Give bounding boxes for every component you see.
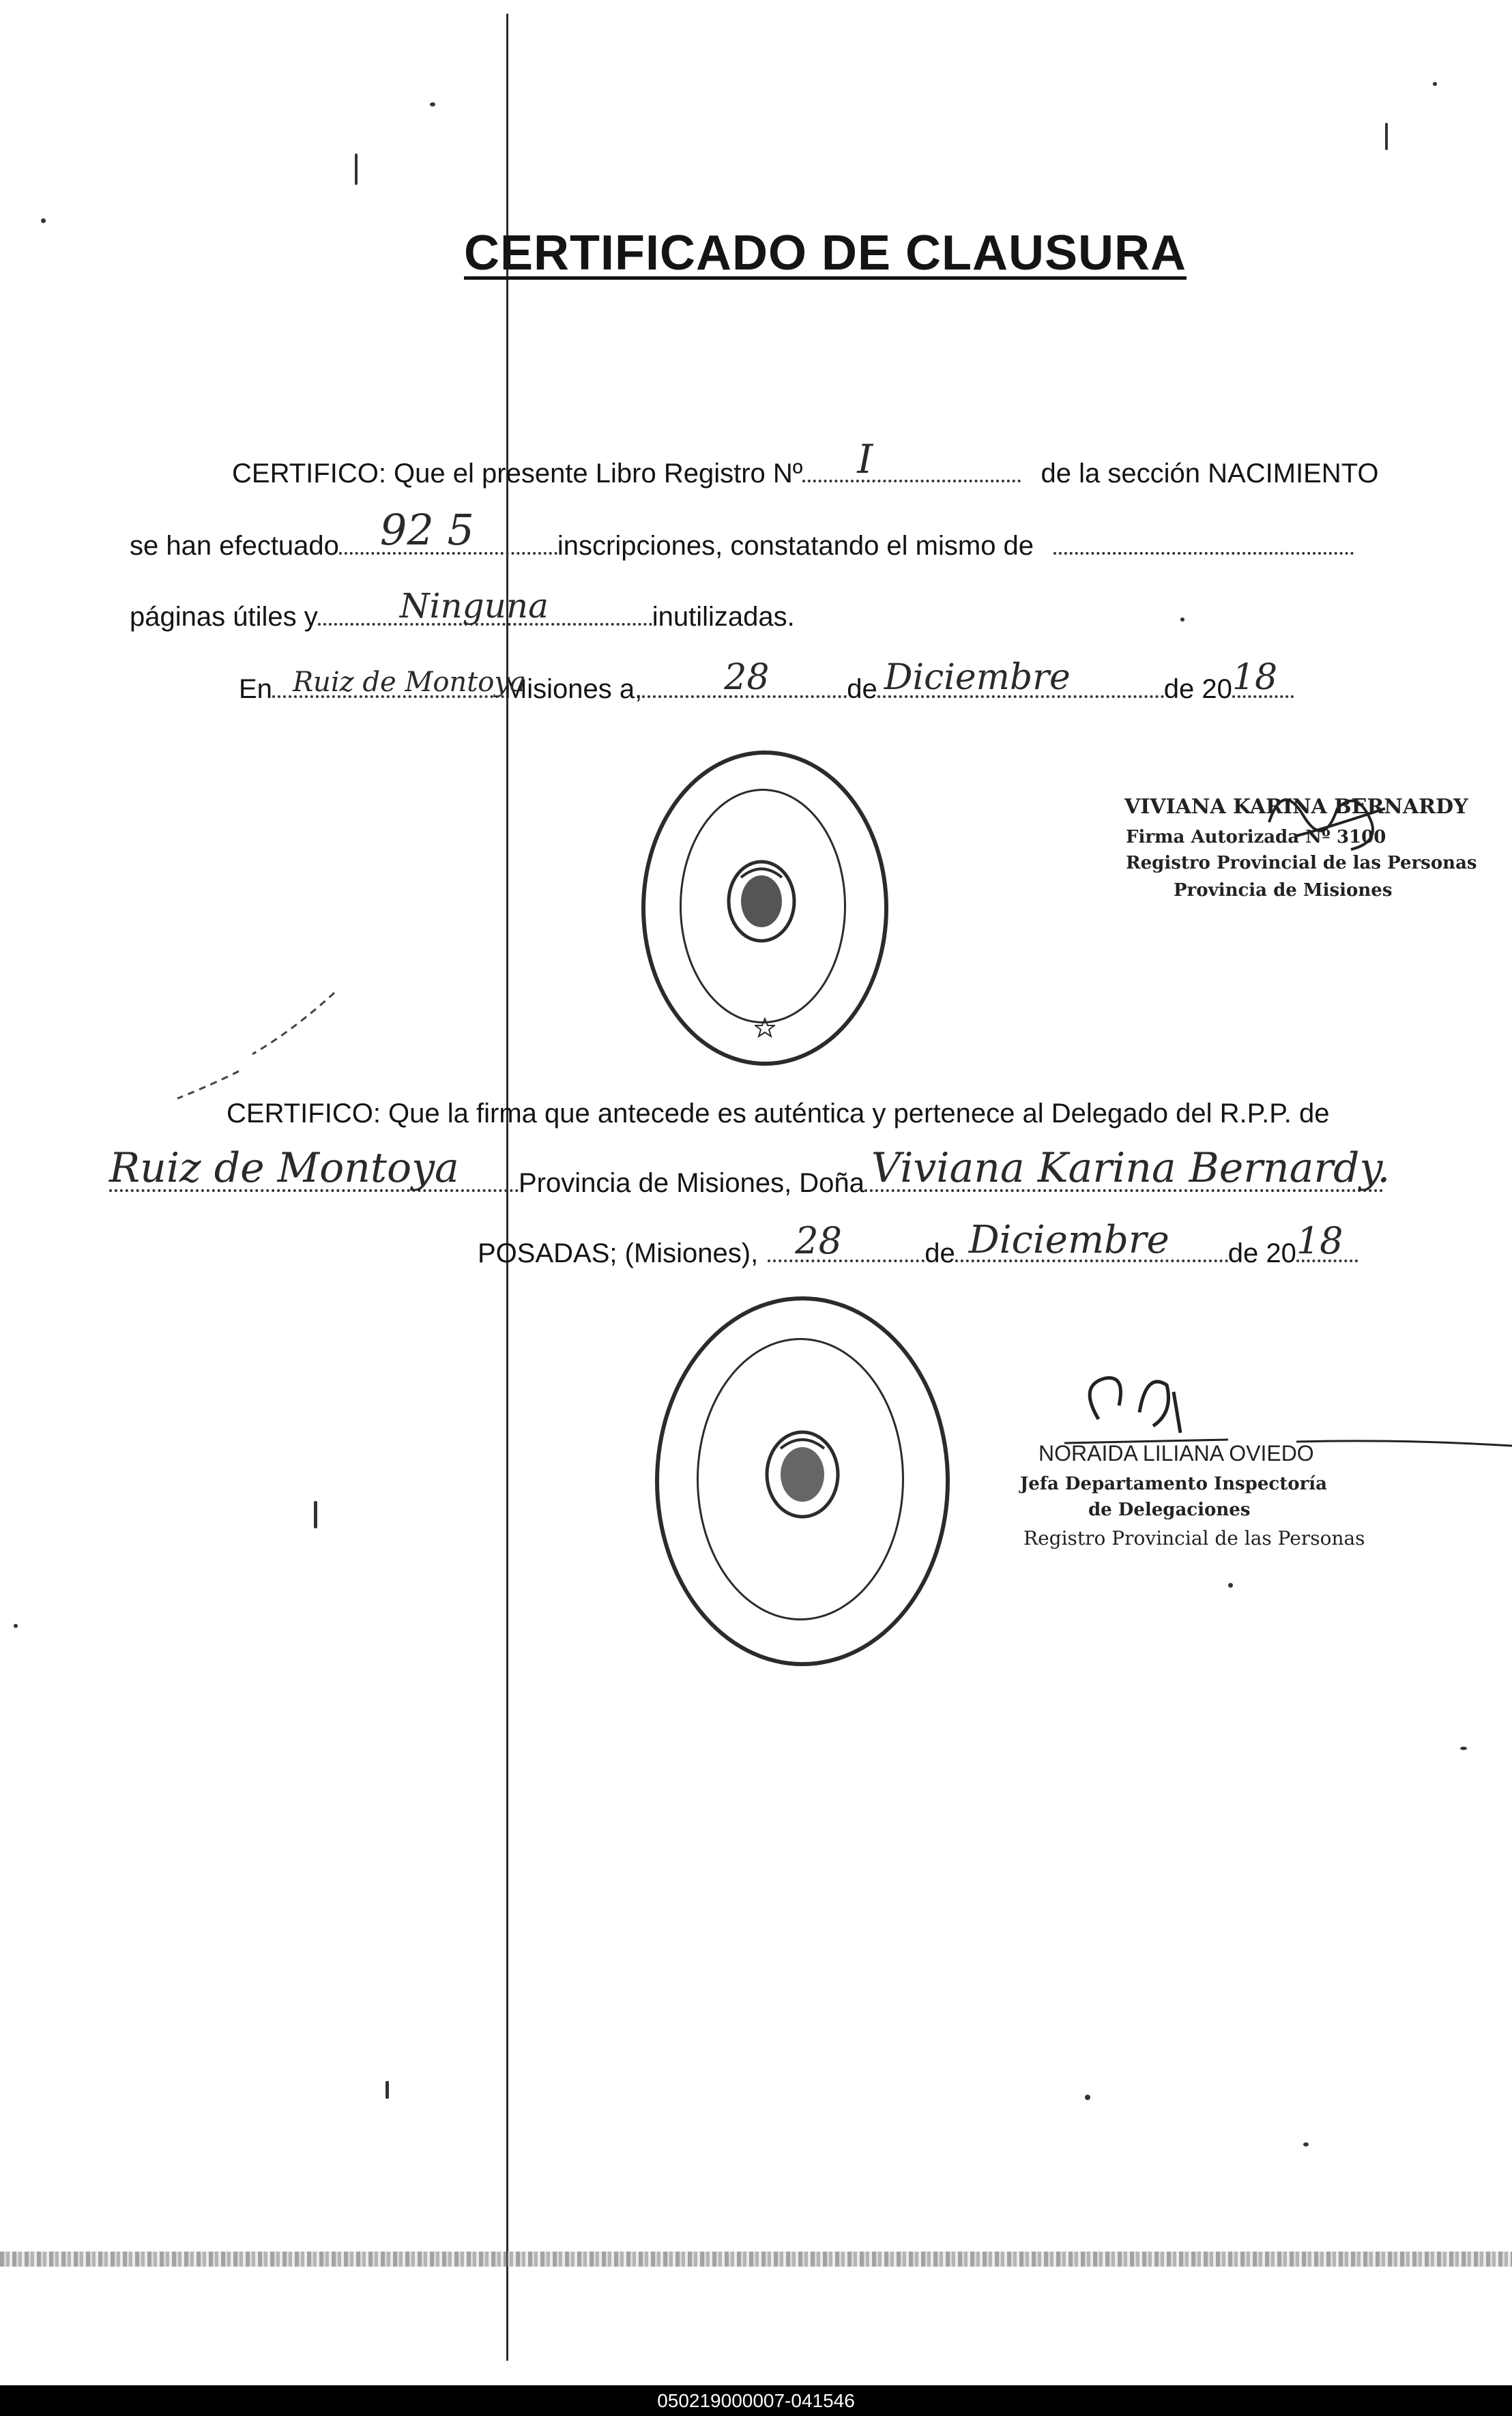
scan-noise-band: [0, 2252, 1512, 2267]
signer-1-authorization: Firma Autorizada Nº 3100: [1126, 827, 1386, 847]
scan-speck: [1228, 1583, 1233, 1588]
handwritten-place: Ruiz de Montoya: [292, 667, 526, 698]
signer-1-province: Provincia de Misiones: [1174, 880, 1393, 901]
handwritten-day-2: 28: [795, 1219, 842, 1262]
handwritten-day: 28: [724, 657, 770, 698]
handwritten-delegate-name: Viviana Karina Bernardy.: [871, 1144, 1391, 1192]
cert1-line1: CERTIFICO: Que el presente Libro Registro Nº I de la sección NACIMIENTO: [232, 436, 1379, 489]
cert1-line2: se han efectuado 92 5 inscripciones, constatando el mismo de: [130, 531, 1354, 562]
scan-speck: [1460, 1747, 1467, 1750]
scan-speck: [355, 154, 358, 185]
scan-speck: [14, 1624, 18, 1628]
cert2-line1: CERTIFICO: Que la firma que antecede es auténtica y pertenece al Delegado del R.P.P. de: [227, 1098, 1330, 1129]
official-seal-1: [641, 751, 888, 1066]
signer-2-registry: Registro Provincial de las Personas: [1023, 1527, 1365, 1549]
signature-tail-line: [1296, 1436, 1512, 1450]
handwritten-signature-2: [1064, 1365, 1228, 1453]
footer-code: 050219000007-041546: [0, 2385, 1512, 2416]
handwritten-month: Diciembre: [884, 657, 1071, 698]
handwritten-book-number: I: [857, 436, 873, 482]
scan-speck: [1180, 617, 1184, 622]
signer-1-name: VIVIANA KARINA BERNARDY: [1124, 795, 1468, 819]
signer-1-registry: Registro Provincial de las Personas: [1126, 853, 1477, 873]
signer-2-title: Jefa Departamento Inspectoría: [1020, 1474, 1327, 1494]
handwritten-year: 18: [1232, 657, 1278, 698]
coat-of-arms-icon: [761, 1427, 843, 1522]
handwritten-month-2: Diciembre: [968, 1218, 1169, 1262]
cert2-line2: Ruiz de Montoya Provincia de Misiones, Doña Viviana Karina Bernardy.: [109, 1144, 1391, 1198]
signer-2-department: de Delegaciones: [1088, 1500, 1251, 1520]
star-icon: [755, 1017, 775, 1038]
cert1-line4: En Ruiz de Montoya Misiones a, 28 de Diciembre de 20 18: [239, 674, 1294, 705]
scan-speck: [314, 1501, 317, 1528]
scan-speck: [41, 218, 46, 223]
scan-speck: [1303, 2142, 1309, 2146]
handwritten-place-2: Ruiz de Montoya: [109, 1144, 459, 1192]
scan-speck: [386, 2081, 389, 2099]
scan-speck: [1385, 123, 1388, 150]
scan-speck: [430, 102, 435, 106]
official-seal-2: [655, 1296, 950, 1666]
coat-of-arms-icon: [724, 857, 799, 946]
scan-speck: [1085, 2095, 1090, 2100]
cert1-line3: páginas útiles y Ninguna inutilizadas.: [130, 586, 795, 632]
handwritten-year-2: 18: [1296, 1219, 1343, 1262]
scan-speck: [1433, 82, 1437, 86]
document-title: CERTIFICADO DE CLAUSURA: [464, 226, 1187, 280]
cert2-line3: POSADAS; (Misiones), 28 de Diciembre de 20 18: [478, 1238, 1358, 1269]
handwritten-inscriptions-count: 92 5: [379, 505, 474, 555]
handwritten-useless-pages: Ninguna: [399, 586, 549, 626]
scan-stray-mark: [171, 989, 341, 1112]
signer-2-name: NORAIDA LILIANA OVIEDO: [1038, 1441, 1314, 1466]
